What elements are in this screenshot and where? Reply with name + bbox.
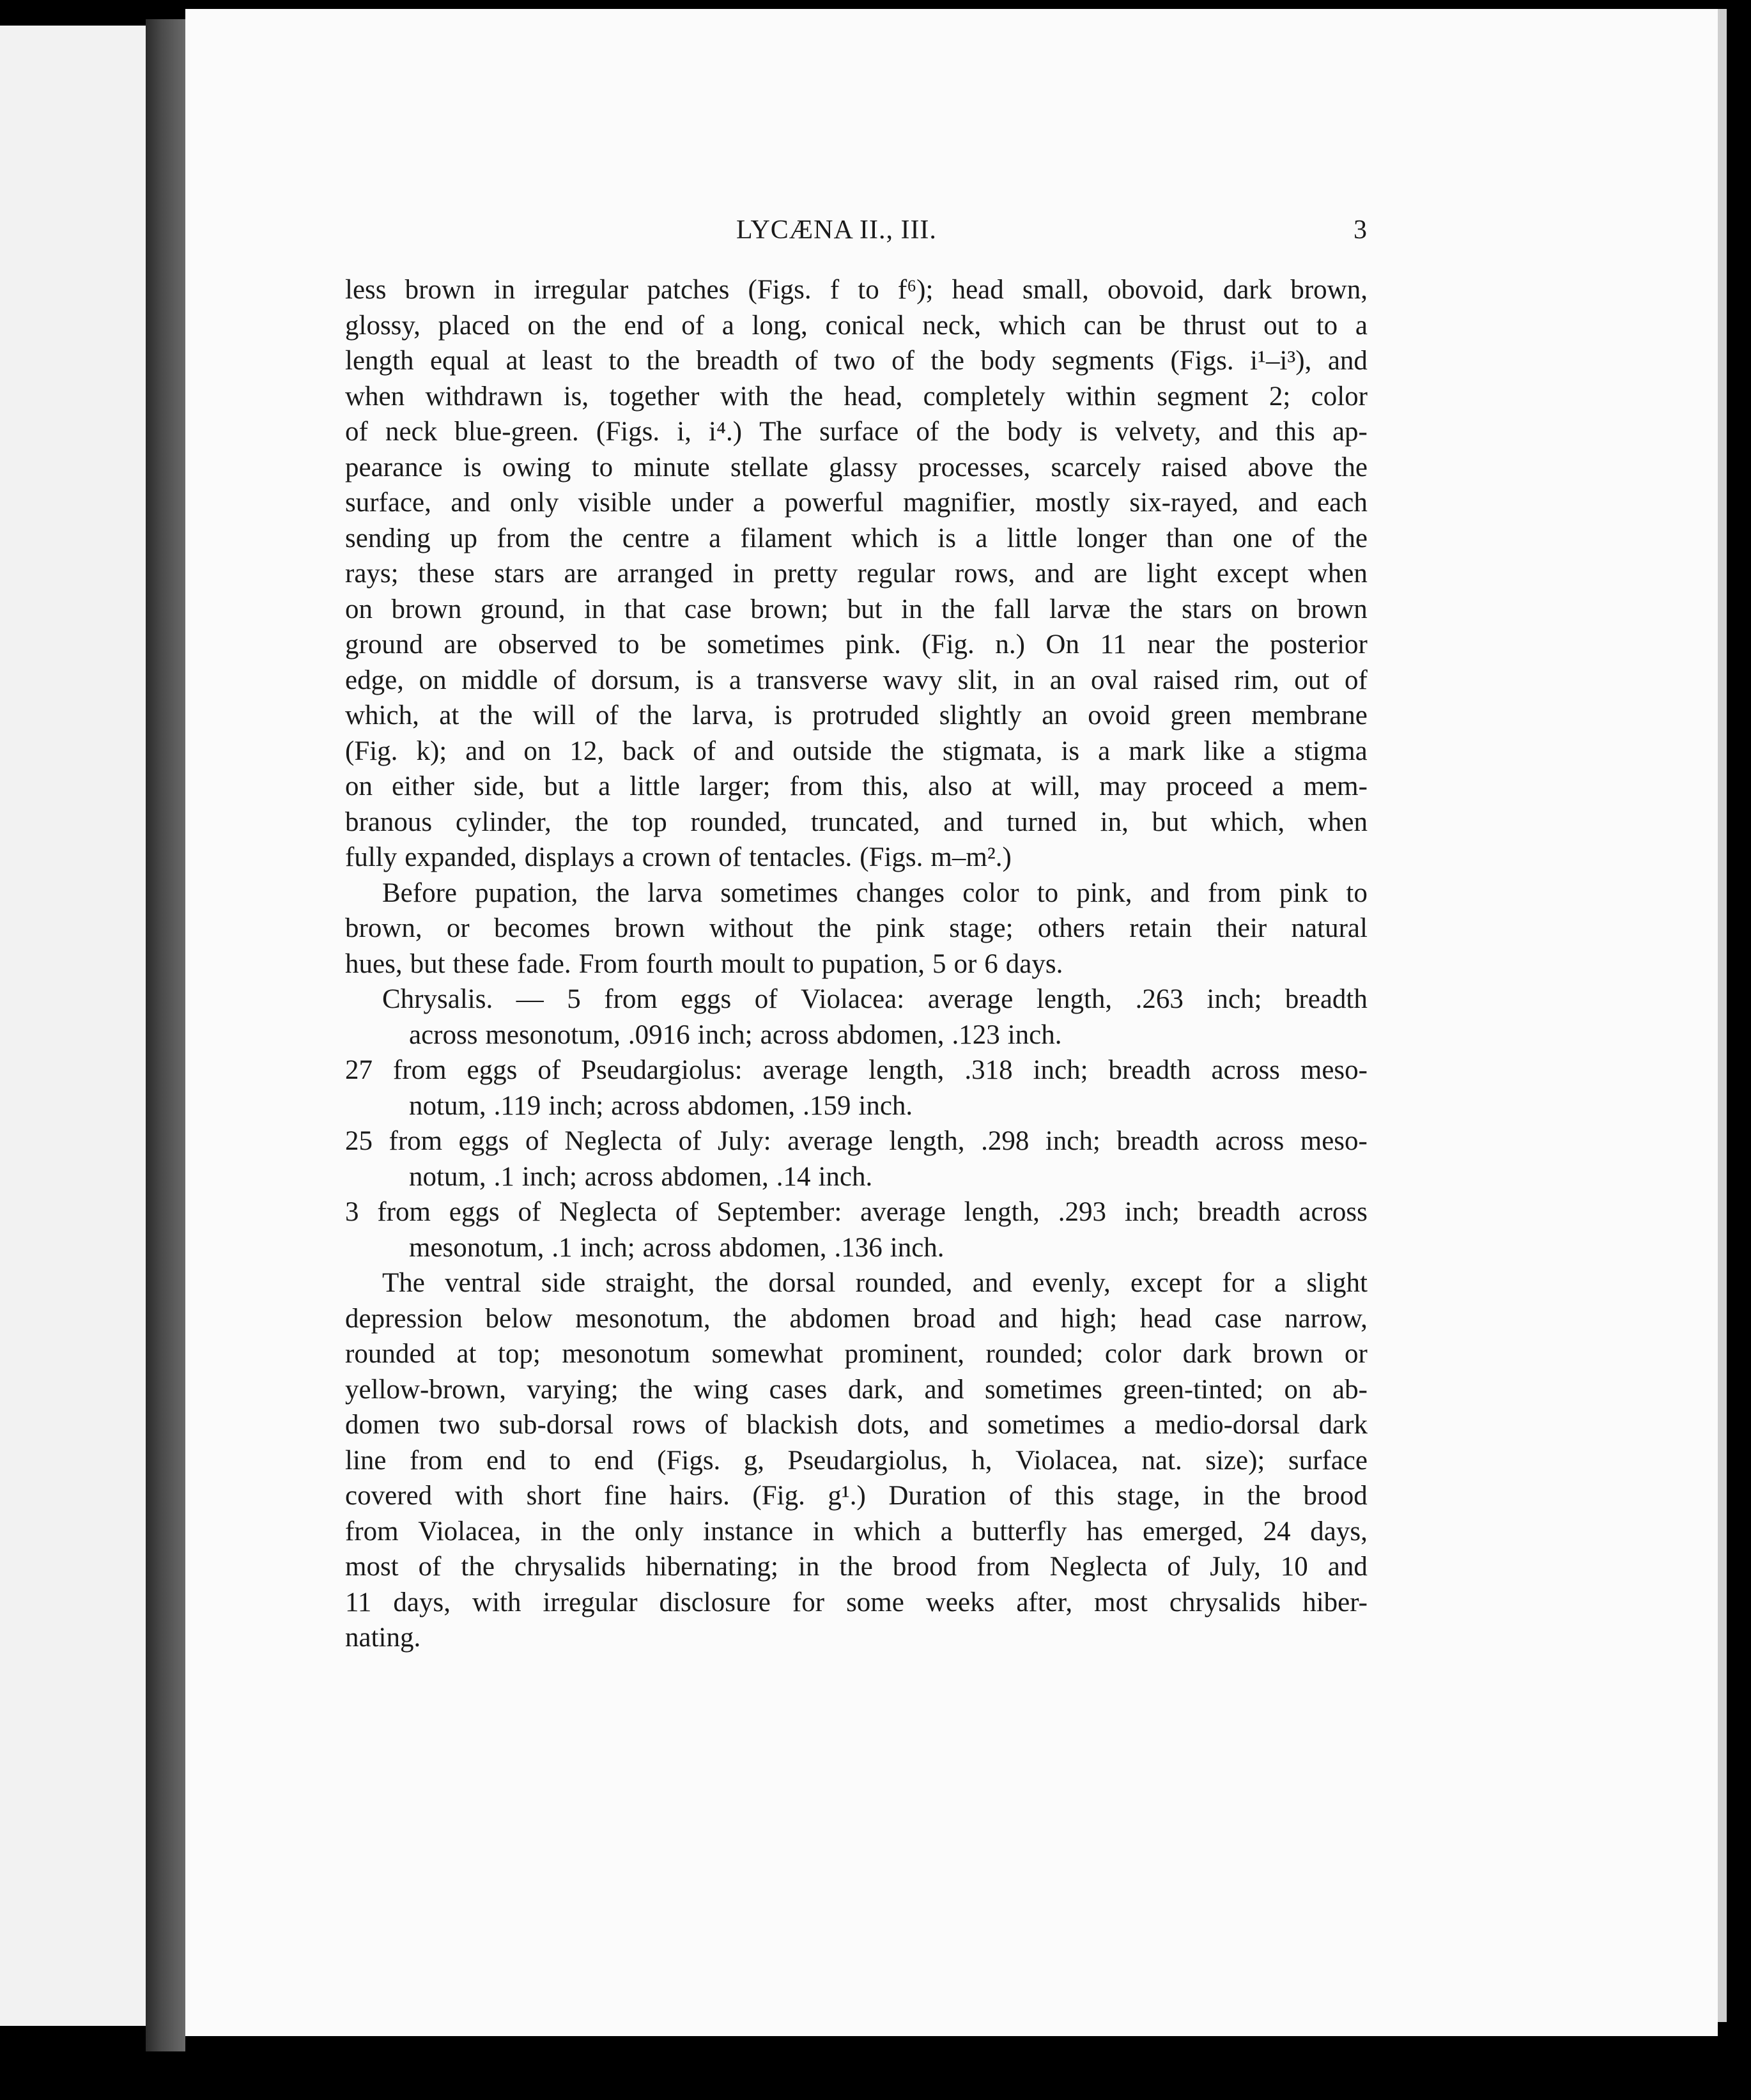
text-line: domen two sub-dorsal rows of blackish dots, and sometimes a medio-dorsal dark	[345, 1410, 1368, 1440]
text-line: edge, on middle of dorsum, is a transverse wavy slit, in an oval raised rim, out of	[345, 665, 1368, 695]
text-line: brown, or becomes brown without the pink stage; others retain their natural	[345, 913, 1368, 943]
text-line: 3 from eggs of Neglecta of September: average length, .293 inch; breadth across	[345, 1197, 1368, 1227]
text-line: less brown in irregular patches (Figs. f to f⁶); head small, obovoid, dark brown,	[345, 275, 1368, 305]
text-line: depression below mesonotum, the abdomen broad and high; head case narrow,	[345, 1303, 1368, 1334]
text-line: 11 days, with irregular disclosure for some weeks after, most chrysalids hiber-	[345, 1587, 1368, 1617]
text-line: line from end to end (Figs. g, Pseudargiolus, h, Violacea, nat. size); surface	[345, 1445, 1368, 1476]
text-line: mesonotum, .1 inch; across abdomen, .136 inch.	[409, 1232, 945, 1263]
text-line: yellow-brown, varying; the wing cases dark, and sometimes green-tinted; on ab-	[345, 1374, 1368, 1405]
text-line: The ventral side straight, the dorsal rounded, and evenly, except for a slight	[382, 1268, 1368, 1298]
body-text	[345, 272, 1368, 1656]
text-line: across mesonotum, .0916 inch; across abdomen, .123 inch.	[409, 1019, 1062, 1050]
text-line: (Fig. k); and on 12, back of and outside the stigmata, is a mark like a stigma	[345, 736, 1368, 766]
text-line: notum, .119 inch; across abdomen, .159 inch.	[409, 1090, 913, 1121]
text-line: nating.	[345, 1623, 421, 1653]
running-header: LYCÆNA II., III.	[736, 215, 937, 245]
text-line: rays; these stars are arranged in pretty regular rows, and are light except when	[345, 559, 1368, 589]
text-line: glossy, placed on the end of a long, conical neck, which can be thrust out to a	[345, 310, 1368, 341]
text-line: rounded at top; mesonotum somewhat prominent, rounded; color dark brown or	[345, 1339, 1368, 1369]
text-line: branous cylinder, the top rounded, truncated, and turned in, but which, when	[345, 807, 1368, 837]
text-line: of neck blue-green. (Figs. i, i⁴.) The surface of the body is velvety, and this ap-	[345, 417, 1368, 447]
text-line: which, at the will of the larva, is protruded slightly an ovoid green membrane	[345, 700, 1368, 730]
text-line: Before pupation, the larva sometimes changes color to pink, and from pink to	[382, 877, 1368, 908]
text-line: pearance is owing to minute stellate glassy processes, scarcely raised above the	[345, 452, 1368, 483]
text-line: length equal at least to the breadth of two of the body segments (Figs. i¹–i³), and	[345, 346, 1368, 376]
text-line: Chrysalis. — 5 from eggs of Violacea: average length, .263 inch; breadth	[382, 984, 1368, 1014]
text-line: covered with short fine hairs. (Fig. g¹.) Duration of this stage, in the brood	[345, 1481, 1368, 1511]
page-number: 3	[1354, 215, 1367, 245]
text-line: ground are observed to be sometimes pink. (Fig. n.) On 11 near the posterior	[345, 629, 1368, 660]
text-line: when withdrawn is, together with the head, completely within segment 2; color	[345, 381, 1368, 412]
page-edge	[1718, 9, 1727, 2022]
text-line: 27 from eggs of Pseudargiolus: average length, .318 inch; breadth across meso-	[345, 1055, 1368, 1085]
text-line: on either side, but a little larger; from this, also at will, may proceed a mem-	[345, 771, 1368, 801]
text-line: 25 from eggs of Neglecta of July: average length, .298 inch; breadth across meso-	[345, 1126, 1368, 1156]
facing-page	[0, 26, 148, 2026]
text-line: notum, .1 inch; across abdomen, .14 inch.	[409, 1161, 873, 1192]
text-line: hues, but these fade. From fourth moult to pupation, 5 or 6 days.	[345, 948, 1063, 979]
text-line: sending up from the centre a filament which is a little longer than one of the	[345, 523, 1368, 553]
text-line: from Violacea, in the only instance in which a butterfly has emerged, 24 days,	[345, 1516, 1368, 1547]
book-spine-shadow	[146, 19, 185, 2051]
text-line: on brown ground, in that case brown; but in the fall larvæ the stars on brown	[345, 594, 1368, 624]
text-line: most of the chrysalids hibernating; in the brood from Neglecta of July, 10 and	[345, 1552, 1368, 1582]
text-line: surface, and only visible under a powerful magnifier, mostly six-rayed, and each	[345, 488, 1368, 518]
text-line: fully expanded, displays a crown of tentacles. (Figs. m–m².)	[345, 842, 1012, 872]
